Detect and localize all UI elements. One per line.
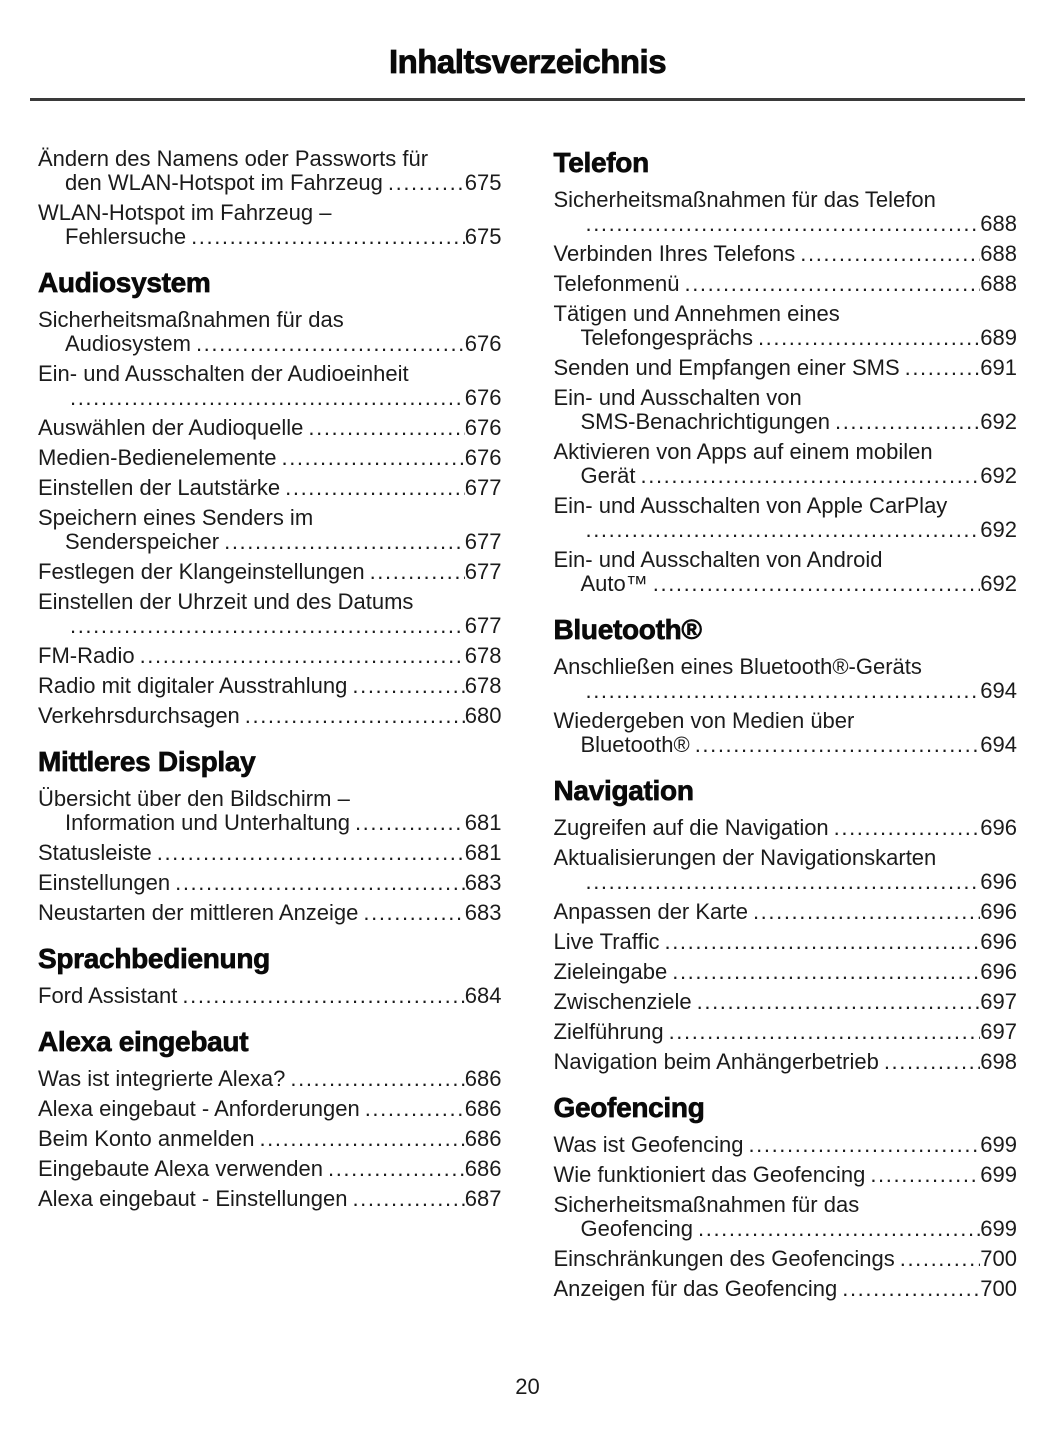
toc-entry-text: Alexa eingebaut - Einstellungen <box>38 1186 348 1211</box>
toc-entry-text: Wie funktioniert das Geofencing <box>553 1162 866 1187</box>
toc-entry-page-number: 694 <box>980 732 1017 757</box>
dot-leader <box>245 704 465 728</box>
dot-leader <box>175 871 465 895</box>
toc-entry-text: Was ist integrierte Alexa? <box>38 1066 286 1091</box>
toc-entry-text: Zieleingabe <box>553 959 668 984</box>
toc-entry-text: Fehlersuche <box>65 224 187 249</box>
toc-entry-page-number: 675 <box>464 170 502 195</box>
toc-entry-page-number: 675 <box>464 224 502 249</box>
toc-entry-page-number: 676 <box>464 445 502 470</box>
toc-entry-text: Anpassen der Karte <box>553 899 748 924</box>
toc-entry-text: Zielführung <box>553 1019 664 1044</box>
dot-leader <box>664 930 980 954</box>
dot-leader <box>870 1163 980 1187</box>
toc-entry <box>38 704 502 728</box>
dot-leader <box>285 476 465 500</box>
toc-entry <box>38 1187 502 1211</box>
toc-entry-page-number: 692 <box>980 571 1017 596</box>
page-title: Inhaltsverzeichnis <box>388 43 667 80</box>
toc-entry-text: Verkehrsdurchsagen <box>38 703 240 728</box>
toc-entry-text: Zugreifen auf die Navigation <box>553 815 829 840</box>
toc-column <box>38 147 502 1307</box>
toc-entry-line: Tätigen und Annehmen eines <box>553 301 840 326</box>
toc-entry <box>554 1277 1018 1301</box>
dot-leader <box>363 901 464 925</box>
toc-entry-line <box>554 679 1018 703</box>
toc-entry-line <box>554 1133 1018 1157</box>
toc-entry-text: Auto™ <box>580 571 648 596</box>
toc-entry <box>38 841 502 865</box>
toc-entry-page-number: 678 <box>464 673 502 698</box>
toc-entry-page-number: 698 <box>980 1049 1017 1074</box>
toc-entry-line: Speichern eines Senders im <box>38 505 314 530</box>
toc-entry-text: Einschränkungen des Geofencings <box>553 1246 895 1271</box>
toc-entry-page-number: 696 <box>980 815 1017 840</box>
toc-section <box>38 943 502 1008</box>
toc-entry-text: Alexa eingebaut - Anforderungen <box>38 1096 360 1121</box>
toc-entry-text: Verbinden Ihres Telefons <box>553 241 796 266</box>
dot-leader <box>753 900 980 924</box>
toc-entry-line <box>554 518 1018 542</box>
toc-entry-page-number: 677 <box>464 613 502 638</box>
toc-entry <box>38 308 502 356</box>
section-heading: Navigation <box>553 775 694 806</box>
toc-entry-line <box>554 326 1018 350</box>
toc-entry-line <box>38 446 502 470</box>
toc-entry-page-number: 699 <box>980 1162 1017 1187</box>
toc-entry-line: Sicherheitsmaßnahmen für das <box>38 307 344 332</box>
toc-entry-page-number: 684 <box>464 983 502 1008</box>
toc-entry <box>38 1157 502 1181</box>
toc-entry-text: Medien-Bedienelemente <box>38 445 277 470</box>
toc-entry-line <box>554 464 1018 488</box>
dot-leader <box>70 386 465 410</box>
toc-entry-line: WLAN-Hotspot im Fahrzeug – <box>38 200 332 225</box>
toc-entry-page-number: 699 <box>980 1216 1017 1241</box>
toc-entry <box>554 188 1018 236</box>
toc-entry-text: SMS-Benachrichtigungen <box>580 409 830 434</box>
dot-leader <box>905 356 981 380</box>
toc-entry <box>554 990 1018 1014</box>
toc-entry-line: Ändern des Namens oder Passworts für <box>38 146 429 171</box>
toc-entry-page-number: 688 <box>980 211 1017 236</box>
toc-entry-text: Beim Konto anmelden <box>38 1126 255 1151</box>
toc-entry-line <box>554 960 1018 984</box>
dot-leader <box>586 212 981 236</box>
toc-entry-line: Aktualisierungen der Navigationskarten <box>553 845 937 870</box>
toc-column <box>554 147 1018 1307</box>
toc-entry-line <box>38 984 502 1008</box>
toc-entry <box>38 416 502 440</box>
toc-entry-line: Wiedergeben von Medien über <box>553 708 855 733</box>
toc-entry-line <box>554 1020 1018 1044</box>
dot-leader <box>586 679 981 703</box>
dot-leader <box>698 1217 980 1241</box>
toc-entry-line <box>554 356 1018 380</box>
toc-entry <box>554 1193 1018 1241</box>
dot-leader <box>308 416 464 440</box>
toc-entry-page-number: 697 <box>980 989 1017 1014</box>
dot-leader <box>355 811 465 835</box>
toc-entry <box>554 302 1018 350</box>
toc-section <box>554 775 1018 1074</box>
toc-entry-line <box>554 410 1018 434</box>
toc-entry-line: Sicherheitsmaßnahmen für das Telefon <box>553 187 936 212</box>
toc-entry-page-number: 681 <box>464 810 502 835</box>
toc-entry <box>554 272 1018 296</box>
toc-entry <box>554 356 1018 380</box>
toc-entry <box>554 440 1018 488</box>
toc-entry <box>554 960 1018 984</box>
footer-page-number: 20 <box>515 1374 540 1399</box>
toc-entry <box>554 548 1018 596</box>
dot-leader <box>182 984 464 1008</box>
toc-entry-line <box>38 530 502 554</box>
dot-leader <box>282 446 465 470</box>
toc-entry <box>38 901 502 925</box>
toc-entry <box>38 674 502 698</box>
toc-entry-text: Neustarten der mittleren Anzeige <box>38 900 359 925</box>
toc-entry-page-number: 677 <box>464 529 502 554</box>
toc-entry-page-number: 680 <box>464 703 502 728</box>
dot-leader <box>586 518 981 542</box>
toc-entry-line: Übersicht über den Bildschirm – <box>38 786 350 811</box>
toc-entry-line: Ein- und Ausschalten von <box>553 385 802 410</box>
toc-entry-page-number: 691 <box>980 355 1017 380</box>
toc-entry <box>38 871 502 895</box>
toc-entry-line <box>38 841 502 865</box>
toc-entry-line <box>38 704 502 728</box>
dot-leader <box>352 674 464 698</box>
toc-entry-line <box>554 242 1018 266</box>
toc-entry-page-number: 677 <box>464 559 502 584</box>
toc-entry-line <box>38 811 502 835</box>
toc-section <box>38 267 502 728</box>
toc-entry-text: Eingebaute Alexa verwenden <box>38 1156 323 1181</box>
dot-leader <box>328 1157 465 1181</box>
toc-entry-page-number: 683 <box>464 900 502 925</box>
toc-entry-page-number: 696 <box>980 869 1017 894</box>
toc-entry-line <box>554 990 1018 1014</box>
toc-entry-page-number: 699 <box>980 1132 1017 1157</box>
section-heading: Audiosystem <box>38 267 211 298</box>
toc-entry-text: Audiosystem <box>65 331 191 356</box>
toc-entry-line: Aktivieren von Apps auf einem mobilen <box>553 439 933 464</box>
dot-leader <box>695 733 981 757</box>
toc-entry-line <box>554 1277 1018 1301</box>
dot-leader <box>388 171 465 195</box>
toc-entry-line <box>554 572 1018 596</box>
toc-entry-line <box>38 332 502 356</box>
toc-entry <box>38 506 502 554</box>
toc-entry-text: Navigation beim Anhängerbetrieb <box>553 1049 879 1074</box>
toc-entry-line: Sicherheitsmaßnahmen für das <box>553 1192 860 1217</box>
dot-leader <box>748 1133 980 1157</box>
dot-leader <box>653 572 981 596</box>
toc-entry-text: FM-Radio <box>38 643 135 668</box>
toc-entry-line <box>38 871 502 895</box>
dot-leader <box>641 464 981 488</box>
toc-entry-page-number: 696 <box>980 959 1017 984</box>
toc-columns <box>38 147 1017 1307</box>
toc-entry-line <box>554 930 1018 954</box>
toc-entry-line <box>38 171 502 195</box>
toc-entry-text: Gerät <box>580 463 636 488</box>
toc-entry-line <box>38 476 502 500</box>
toc-entry-page-number: 686 <box>464 1096 502 1121</box>
toc-entry-page-number: 683 <box>464 870 502 895</box>
dot-leader <box>191 225 465 249</box>
toc-section <box>554 147 1018 596</box>
toc-entry <box>554 900 1018 924</box>
dot-leader <box>669 1020 981 1044</box>
toc-entry <box>38 644 502 668</box>
toc-entry-line <box>38 1067 502 1091</box>
dot-leader <box>365 1097 465 1121</box>
toc-entry <box>554 930 1018 954</box>
toc-entry-page-number: 689 <box>980 325 1017 350</box>
toc-entry-text: Telefonmenü <box>553 271 680 296</box>
dot-leader <box>140 644 465 668</box>
toc-entry-line <box>38 1097 502 1121</box>
toc-entry-page-number: 694 <box>980 678 1017 703</box>
toc-entry-page-number: 692 <box>980 517 1017 542</box>
dot-leader <box>835 410 980 434</box>
toc-entry-line: Anschließen eines Bluetooth®-Geräts <box>553 654 922 679</box>
section-heading: Sprachbedienung <box>38 943 270 974</box>
toc-section <box>554 1092 1018 1301</box>
toc-entry-line <box>554 816 1018 840</box>
toc-entry-line <box>38 901 502 925</box>
toc-entry <box>554 1247 1018 1271</box>
toc-entry <box>554 816 1018 840</box>
toc-entry-page-number: 700 <box>980 1276 1017 1301</box>
toc-entry-line <box>38 1187 502 1211</box>
toc-entry <box>38 362 502 410</box>
toc-entry-text: Auswählen der Audioquelle <box>38 415 304 440</box>
dot-leader <box>586 870 981 894</box>
toc-entry-text: Festlegen der Klangeinstellungen <box>38 559 365 584</box>
toc-entry-line <box>38 225 502 249</box>
toc-entry <box>554 242 1018 266</box>
toc-entry <box>38 201 502 249</box>
toc-entry-page-number: 676 <box>464 415 502 440</box>
dot-leader <box>157 841 465 865</box>
toc-entry-line <box>554 870 1018 894</box>
toc-entry <box>554 1163 1018 1187</box>
toc-section <box>38 746 502 925</box>
toc-entry-line <box>38 416 502 440</box>
toc-entry-page-number: 676 <box>464 331 502 356</box>
toc-entry-line <box>38 614 502 638</box>
title-divider <box>30 98 1025 101</box>
toc-entry <box>554 1050 1018 1074</box>
toc-entry-text: Live Traffic <box>553 929 660 954</box>
dot-leader <box>70 614 465 638</box>
toc-entry <box>554 1133 1018 1157</box>
toc-entry <box>38 787 502 835</box>
toc-entry-text: Anzeigen für das Geofencing <box>553 1276 838 1301</box>
toc-entry-line <box>554 1217 1018 1241</box>
toc-entry <box>554 494 1018 542</box>
dot-leader <box>352 1187 464 1211</box>
toc-entry-line <box>554 1163 1018 1187</box>
toc-entry <box>554 1020 1018 1044</box>
toc-entry <box>38 984 502 1008</box>
toc-entry-line: Ein- und Ausschalten der Audioeinheit <box>38 361 409 386</box>
section-heading: Telefon <box>553 147 649 178</box>
toc-entry-text: Telefongesprächs <box>580 325 753 350</box>
toc-entry-page-number: 700 <box>980 1246 1017 1271</box>
toc-entry <box>554 709 1018 757</box>
toc-entry <box>38 1067 502 1091</box>
toc-entry-text: Radio mit digitaler Ausstrahlung <box>38 673 348 698</box>
toc-entry <box>38 1127 502 1151</box>
toc-entry-text: Information und Unterhaltung <box>65 810 350 835</box>
section-heading: Alexa eingebaut <box>38 1026 249 1057</box>
dot-leader <box>684 272 980 296</box>
toc-entry-page-number: 697 <box>980 1019 1017 1044</box>
toc-entry-text: Statusleiste <box>38 840 152 865</box>
toc-entry-text: Bluetooth® <box>580 732 690 757</box>
toc-section <box>38 1026 502 1211</box>
toc-entry-page-number: 686 <box>464 1066 502 1091</box>
toc-entry-line <box>554 733 1018 757</box>
dot-leader <box>259 1127 464 1151</box>
toc-entry-line: Einstellen der Uhrzeit und des Datums <box>38 589 414 614</box>
toc-entry <box>38 560 502 584</box>
toc-entry-line <box>554 1050 1018 1074</box>
toc-entry-line <box>554 212 1018 236</box>
toc-entry-page-number: 678 <box>464 643 502 668</box>
toc-entry-page-number: 696 <box>980 899 1017 924</box>
toc-entry-page-number: 681 <box>464 840 502 865</box>
toc-entry-page-number: 676 <box>464 385 502 410</box>
dot-leader <box>697 990 981 1014</box>
toc-section <box>554 614 1018 757</box>
toc-entry-text: Was ist Geofencing <box>553 1132 744 1157</box>
toc-entry <box>38 1097 502 1121</box>
toc-entry-page-number: 686 <box>464 1126 502 1151</box>
dot-leader <box>900 1247 981 1271</box>
toc-entry-line: Ein- und Ausschalten von Android <box>553 547 883 572</box>
toc-entry-line <box>38 644 502 668</box>
dot-leader <box>884 1050 980 1074</box>
toc-section <box>38 147 502 249</box>
toc-entry-text: Zwischenziele <box>553 989 692 1014</box>
toc-entry-page-number: 688 <box>980 271 1017 296</box>
toc-entry-line <box>554 272 1018 296</box>
dot-leader <box>370 560 465 584</box>
toc-entry-line <box>38 674 502 698</box>
toc-entry-page-number: 677 <box>464 475 502 500</box>
toc-entry-text: Einstellen der Lautstärke <box>38 475 281 500</box>
dot-leader <box>834 816 981 840</box>
toc-entry-text: Geofencing <box>580 1216 694 1241</box>
dot-leader <box>800 242 980 266</box>
toc-entry-line <box>554 1247 1018 1271</box>
toc-entry-page-number: 686 <box>464 1156 502 1181</box>
dot-leader <box>672 960 980 984</box>
toc-entry-line <box>554 900 1018 924</box>
dot-leader <box>224 530 465 554</box>
toc-entry-text: den WLAN-Hotspot im Fahrzeug <box>65 170 383 195</box>
toc-entry-line <box>38 560 502 584</box>
toc-entry-text: Senden und Empfangen einer SMS <box>553 355 900 380</box>
dot-leader <box>196 332 465 356</box>
toc-entry-page-number: 692 <box>980 409 1017 434</box>
section-heading: Geofencing <box>553 1092 705 1123</box>
toc-entry <box>554 655 1018 703</box>
toc-entry <box>554 846 1018 894</box>
toc-entry-line <box>38 386 502 410</box>
toc-entry-text: Ford Assistant <box>38 983 178 1008</box>
toc-entry-line <box>38 1127 502 1151</box>
toc-entry <box>38 147 502 195</box>
toc-entry-page-number: 696 <box>980 929 1017 954</box>
section-heading: Bluetooth® <box>553 614 702 645</box>
toc-entry-line <box>38 1157 502 1181</box>
dot-leader <box>842 1277 980 1301</box>
toc-entry-text: Senderspeicher <box>65 529 220 554</box>
toc-entry <box>38 590 502 638</box>
toc-entry <box>554 386 1018 434</box>
toc-entry-page-number: 692 <box>980 463 1017 488</box>
dot-leader <box>290 1067 464 1091</box>
toc-entry-text: Einstellungen <box>38 870 171 895</box>
toc-entry-page-number: 688 <box>980 241 1017 266</box>
dot-leader <box>758 326 980 350</box>
section-heading: Mittleres Display <box>38 746 256 777</box>
toc-entry <box>38 446 502 470</box>
toc-entry-page-number: 687 <box>464 1186 502 1211</box>
toc-entry <box>38 476 502 500</box>
toc-entry-line: Ein- und Ausschalten von Apple CarPlay <box>553 493 948 518</box>
